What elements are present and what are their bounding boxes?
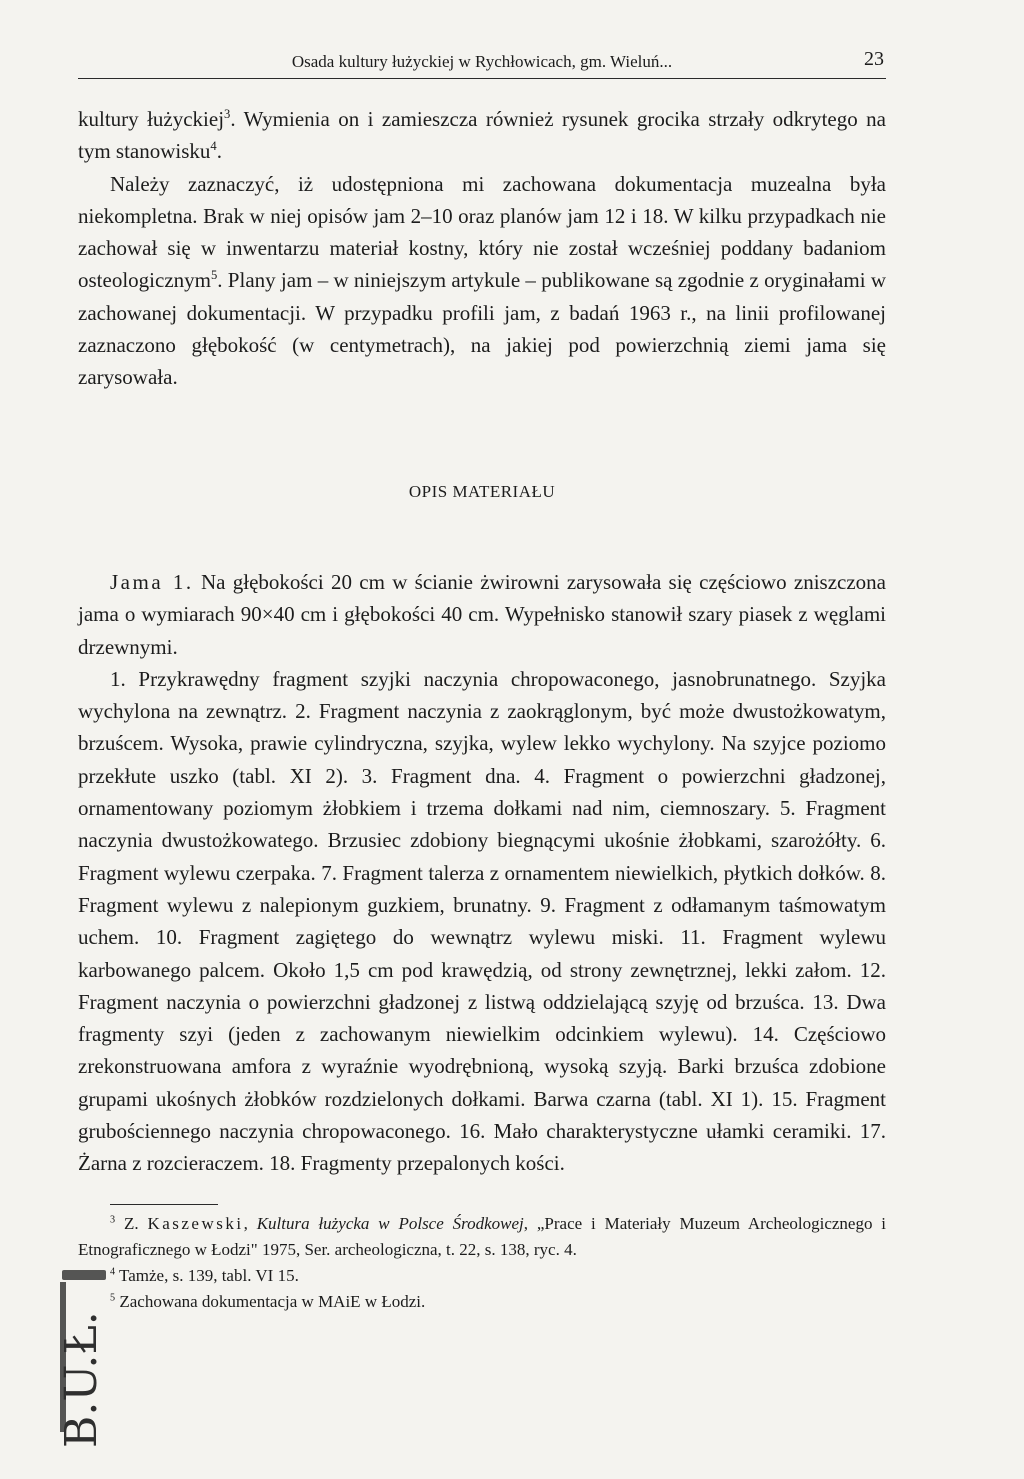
footnote-ref-5[interactable]: 5 — [210, 268, 218, 283]
stamp-text: B.U.Ł. — [56, 1311, 107, 1448]
document-page — [78, 44, 886, 1315]
footnote-divider — [110, 1204, 218, 1205]
footnote-5: $^5$ Zachowana dokumentacja w MAiE w Łodzi. — [110, 1291, 426, 1311]
page-number: 23 — [864, 48, 884, 70]
jama-label: Jama 1. — [110, 569, 194, 594]
footnote-ref-3[interactable]: 3 — [224, 107, 231, 121]
body-text — [78, 103, 886, 1180]
paragraph-jama-1-items: 1. Przykrawędny fragment szyjki naczynia chropowaconego, jasnobrunatnego. Szyjka wychylona na zewnątrz. 2. Fragment naczynia z zaokrąglonym, być może dwustożkowatym, brzuścem. Wysoka, prawie cylindryczna, szyjka, wylew lekko wychylony. Na szyjce poziomo przekłute uszko (tabl. XI 2). 3. Fragment dna. 4. Fragment o powierzchni gładzonej, ornamentowany poziomym żłobkiem i trzema dołkami nad nim, ciemnoszary. 5. Fragment naczynia dwustożkowatego. Brzusiec zdobiony biegnącymi ukośnie żłobkami, szarożółty. 6. Fragment wylewu czerpaka. 7. Fragment talerza z ornamentem niewielkich, płytkich dołków. 8. Fragment wylewu z nalepionym guzkiem, brunatny. 9. Fragment z odłamanym taśmowatym uchem. 10. Fragment zagiętego do wewnątrz wylewu miski. 11. Fragment wylewu karbowanego palcem. Około 1,5 cm pod krawędzią, od strony zewnętrznej, lekki załom. 12. Fragment naczynia o powierzchni gładzonej z listwą oddzielającą szyję od brzuśca. 13. Dwa fragmenty szyi (jeden z zachowanym niewielkim odcinkiem wylewu). 14. Częściowo zrekonstruowana amfora z wyraźnie wyodrębnioną, wysoką szyją. Barki brzuśca zdobione grupami ukośnych żłobków rozdzielonych dołkami. Barwa czarna (tabl. XI 1). 15. Fragment grubościennego naczynia chropowaconego. 16. Mało charakterystyczne ułamki ceramiki. 17. Żarna z rozcieraczem. 18. Fragmenty przepalonych kości. — [78, 666, 886, 1176]
footnote-ref-4[interactable]: 4 — [210, 139, 217, 154]
footnotes — [78, 1211, 886, 1315]
running-title: Osada kultury łużyckiej w Rychłowicach, gm. Wieluń... — [291, 52, 673, 71]
running-header — [78, 44, 886, 79]
footnote-3: $^3$ Z. Kaszewski, Kultura łużycka w Polsce Środkowej, „Prace i Materiały Muzeum Archeologicznego i Etnograficznego w Łodzi" 1975, Ser. archeologiczna, t. 22, s. 138, ryc. 4. — [78, 1213, 887, 1259]
paragraph-jama-1: Jama 1. Na głębokości 20 cm w ścianie żwirowni zarysowała się częściowo zniszczona jama o wymiarach 90×40 cm i głębokości 40 cm. Wypełnisko stanowił szary piasek z węglami drzewnymi. — [78, 569, 886, 659]
footnote-4: $^4$ Tamże, s. 139, tabl. VI 15. — [110, 1265, 299, 1285]
paragraph-intro-2: Należy zaznaczyć, iż udostępniona mi zachowana dokumentacja muzealna była niekompletna. Brak w niej opisów jam 2–10 oraz planów jam 12 i 18. W kilku przypadkach nie zachował się w inwentarzu materiał kostny, który nie został wcześniej poddany badaniom osteologicznym$^5$. Plany jam – w niniejszym artykule – publikowane są zgodnie z oryginałami w zachowanej dokumentacji. W przypadku profili jam, z badań 1963 r., na linii profilowanej zaznaczono głębokość (w centymetrach), na jakiej pod powierzchnią ziemi jama się zarysowała. — [78, 171, 886, 390]
section-heading: OPIS MATERIAŁU — [408, 481, 556, 501]
paragraph-intro-1: kultury łużyckiej$^3$. Wymienia on i zamieszcza również rysunek grocika strzały odkrytego na tym stanowisku$^4$. — [78, 107, 886, 164]
library-stamp — [52, 1268, 122, 1468]
